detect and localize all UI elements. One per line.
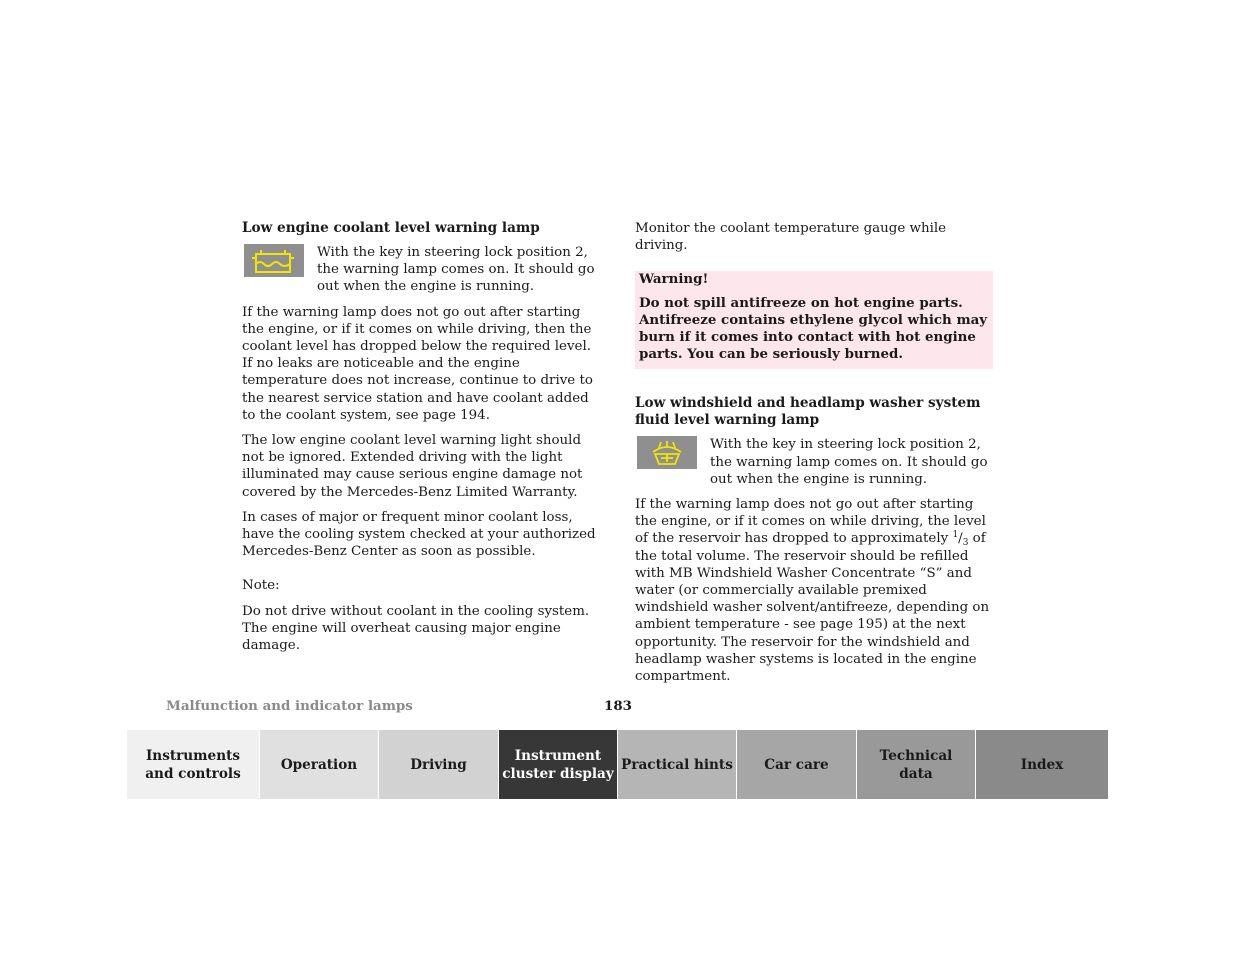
chapter-navigation — [127, 730, 1108, 799]
nav-tab-label — [281, 756, 357, 774]
monitor-gauge-text: Monitor the coolant temperature gauge while driving. — [635, 221, 947, 254]
nav-tab-driving[interactable] — [378, 730, 498, 799]
nav-tab-line2: data — [899, 765, 933, 782]
washer-lamp-row — [635, 436, 993, 488]
warning-text: Do not spill antifreeze on hot engine parts. Antifreeze contains ethylene glycol which may burn if it comes into contact with hot engine parts. You can be seriously burned. — [639, 294, 988, 363]
left-column — [242, 220, 600, 662]
washer-lamp-text: With the key in steering lock position 2, the warning lamp comes on. It should go out when the engine is running. — [710, 437, 988, 487]
nav-tab-operation[interactable] — [259, 730, 378, 799]
nav-tab-line1: Practical hints — [621, 756, 733, 773]
nav-tab-line1: Instruments — [145, 747, 241, 764]
nav-tab-line1: Car care — [764, 756, 829, 773]
nav-tab-practical-hints[interactable] — [617, 730, 736, 799]
fraction-denominator: 3 — [962, 538, 969, 549]
nav-tab-car-care[interactable] — [736, 730, 856, 799]
nav-tab-line1: Technical — [879, 747, 953, 764]
nav-tab-instruments[interactable] — [127, 730, 259, 799]
nav-tab-line2: cluster display — [502, 765, 614, 782]
washer-fluid-icon — [637, 436, 697, 469]
fraction-slash: / — [958, 531, 963, 547]
nav-tab-label — [502, 747, 614, 783]
section-title: Malfunction and indicator lamps — [166, 698, 413, 714]
washer-paragraph — [635, 496, 993, 685]
coolant-paragraph-1: If the warning lamp does not go out after starting the engine, or if it comes on while driving, then the coolant level has dropped below the required level. If no leaks are noticeable and the engine temperature does not increase, continue to drive to the nearest service station and have coolant added to the coolant system, see page 194. — [242, 304, 593, 423]
coolant-heading: Low engine coolant level warning lamp — [242, 220, 540, 236]
coolant-lamp-text: With the key in steering lock position 2, the warning lamp comes on. It should go out when the engine is running. — [317, 245, 595, 295]
warning-title: Warning! — [639, 271, 709, 288]
nav-tab-label — [410, 756, 467, 774]
note-label: Note: — [242, 578, 280, 594]
nav-tab-label — [880, 747, 953, 783]
nav-tab-line2: and controls — [145, 765, 241, 782]
right-column — [635, 220, 993, 693]
warning-box — [635, 271, 993, 369]
washer-paragraph-start: If the warning lamp does not go out after starting the engine, or if it comes on while driving, the level of the reservoir has dropped to approximately — [635, 497, 986, 547]
washer-paragraph-end: of the total volume. The reservoir should be refilled with MB Windshield Washer Concentrate “S” and water (or commercially available premixed windshield washer solvent/antifreeze, depending on ambient temperature - see page 195) at the next opportunity. The reservoir for the windshield and headlamp washer systems is located in the engine compartment. — [635, 531, 990, 685]
nav-tab-line1: Instrument — [514, 747, 602, 764]
note-text: Do not drive without coolant in the cooling system. The engine will overheat causing major engine damage. — [242, 603, 590, 654]
nav-tab-technical[interactable] — [856, 730, 975, 799]
coolant-lamp-row — [242, 244, 600, 296]
fraction-numerator: 1 — [952, 530, 959, 541]
washer-heading: Low windshield and headlamp washer system fluid level warning lamp — [635, 395, 981, 429]
nav-tab-label — [764, 756, 828, 774]
nav-tab-line1: Index — [1020, 756, 1064, 773]
nav-tab-line1: Driving — [410, 756, 467, 773]
nav-tab-index[interactable] — [975, 730, 1108, 799]
nav-tab-label — [145, 747, 240, 783]
coolant-paragraph-3: In cases of major or frequent minor coolant loss, have the cooling system checked at your authorized Mercedes-Benz Center as soon as possible. — [242, 509, 596, 560]
coolant-paragraph-2: The low engine coolant level warning light should not be ignored. Extended driving with the light illuminated may cause serious engine damage not covered by the Mercedes-Benz Limited Warranty. — [242, 433, 583, 500]
nav-tab-line1: Operation — [280, 756, 358, 773]
nav-tab-label — [1021, 756, 1064, 774]
nav-tab-instrument[interactable] — [498, 730, 617, 799]
nav-tab-label — [621, 756, 733, 774]
coolant-level-icon — [244, 244, 304, 277]
page-number: 183 — [604, 698, 632, 714]
